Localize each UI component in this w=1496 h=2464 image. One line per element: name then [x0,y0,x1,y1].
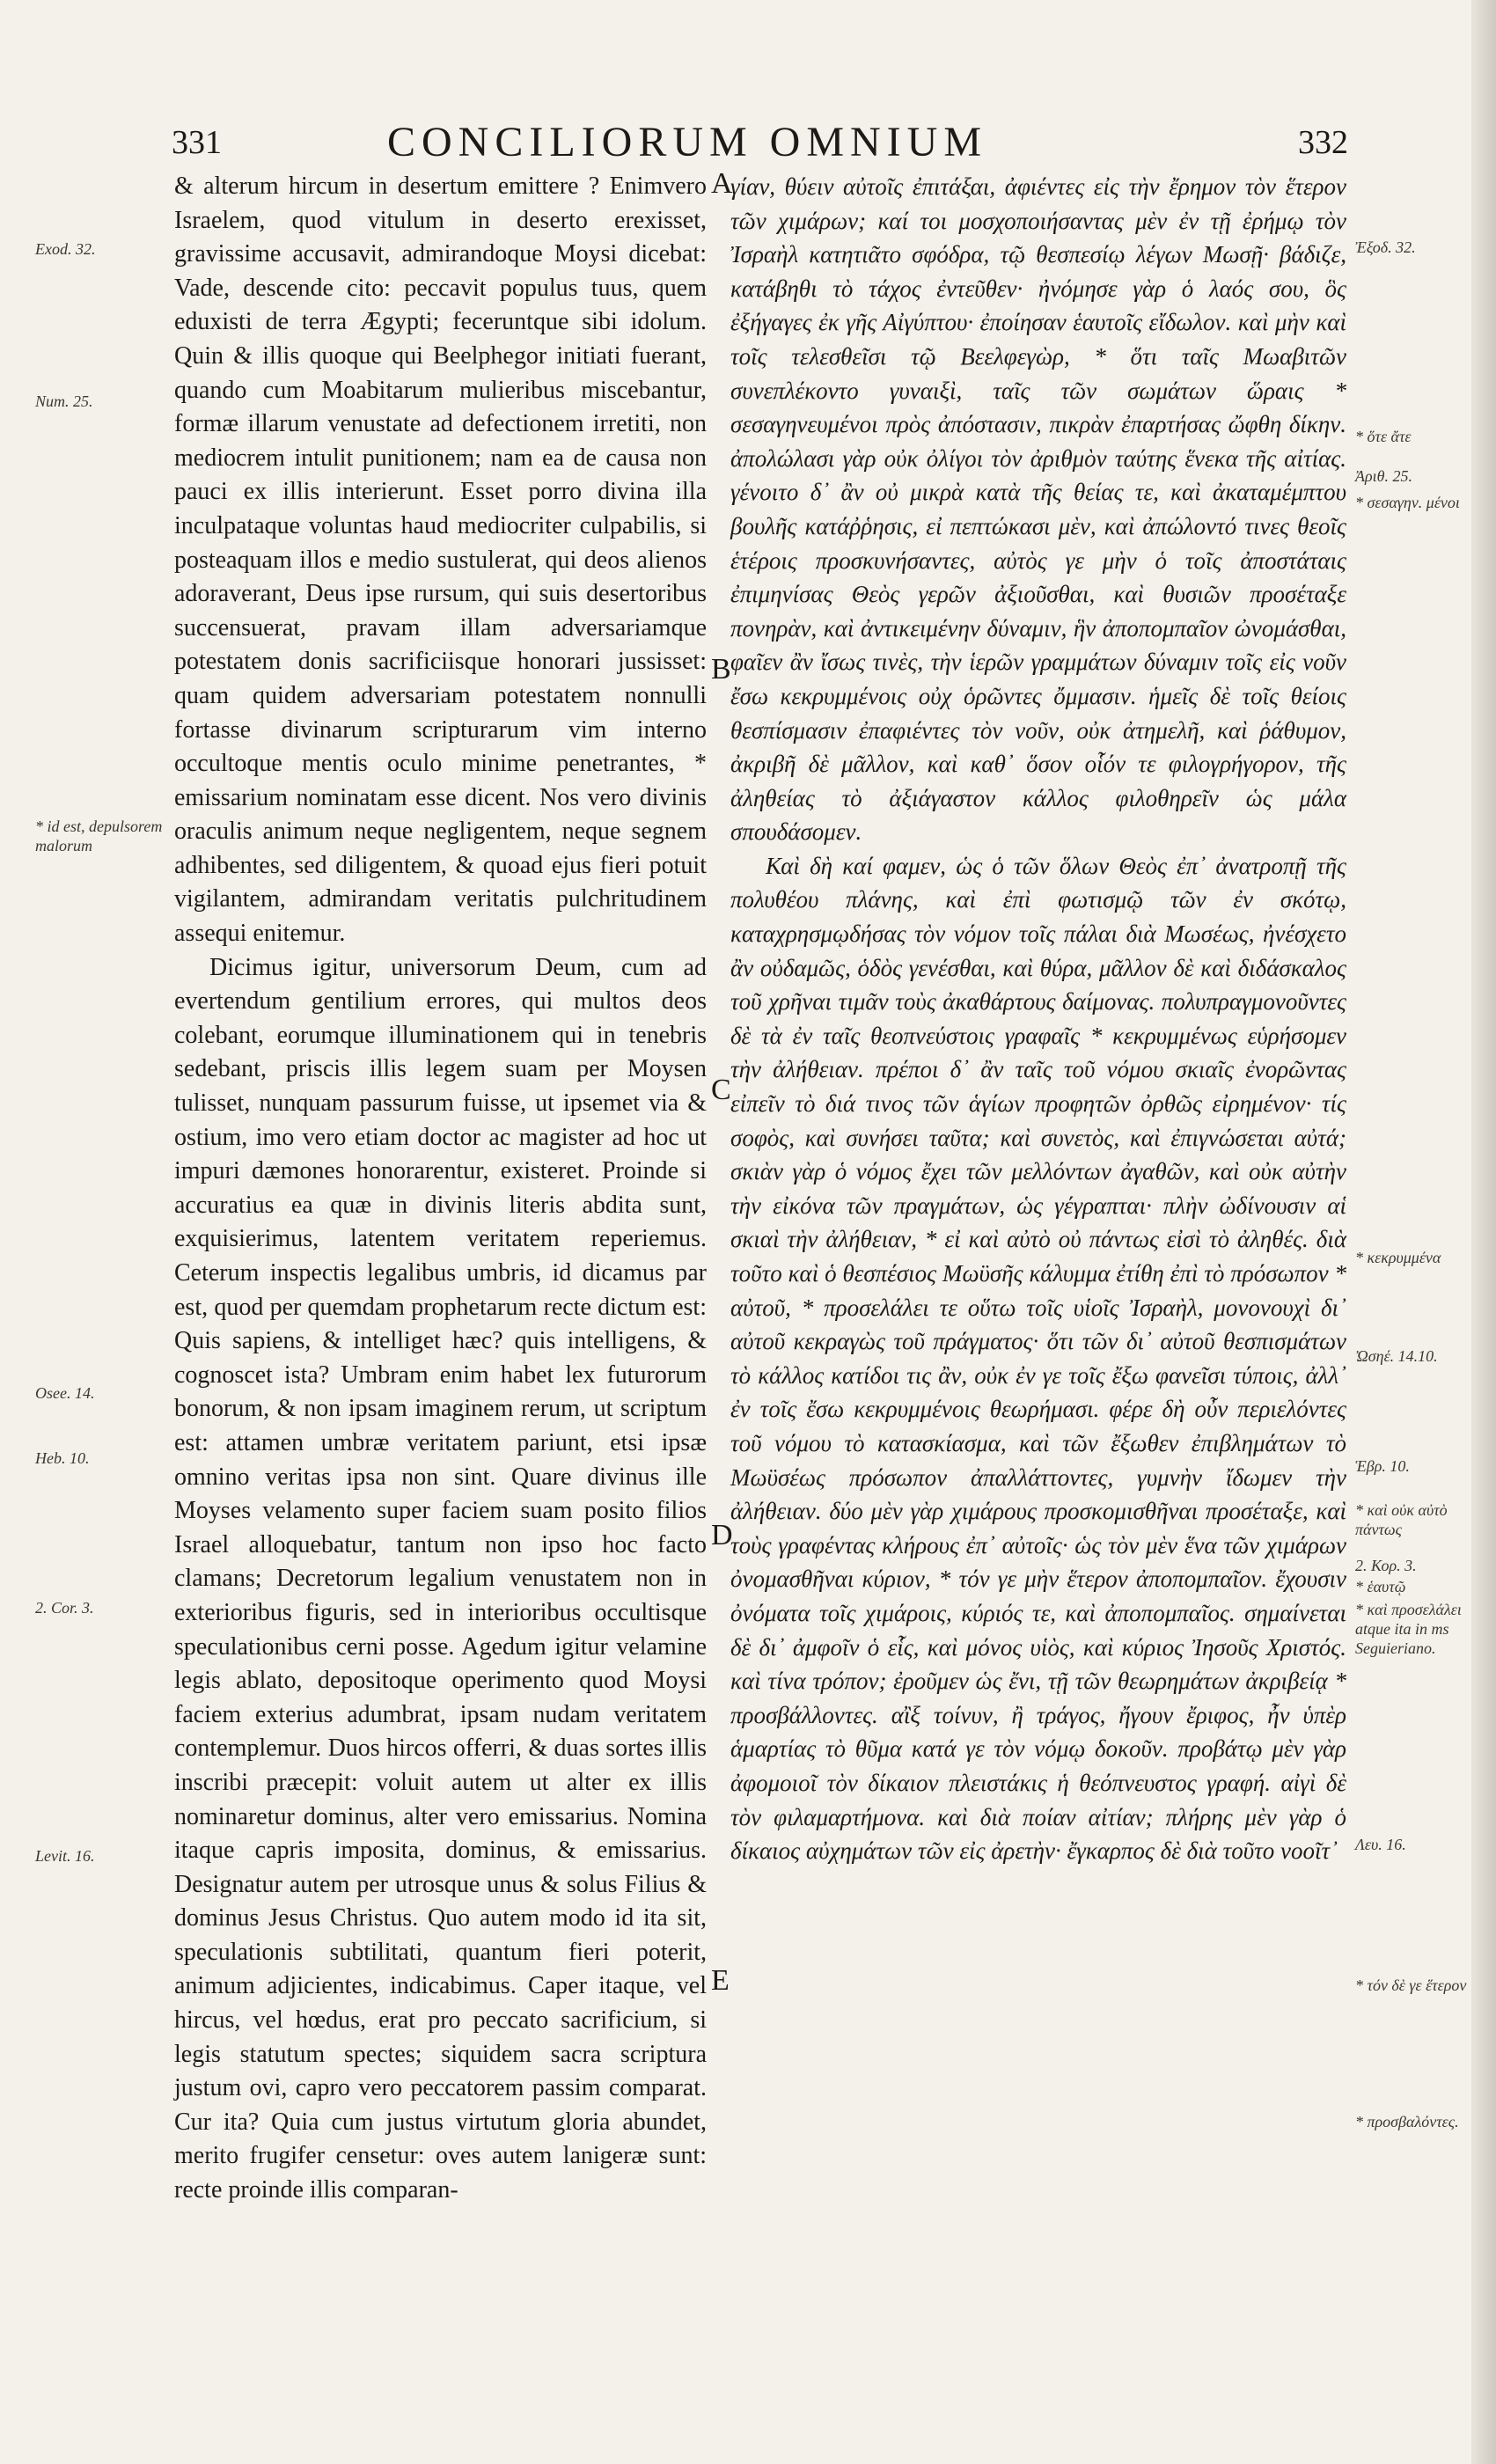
section-letter: C [711,1074,731,1106]
running-title: CONCILIORUM OMNIUM [387,119,988,165]
margin-note-right: * τόν δὲ γε ἕτερον [1355,1976,1467,1994]
page-edge [1471,0,1496,2464]
margin-note-right: Λευ. 16. [1355,1836,1406,1853]
right-page-number: 332 [1298,124,1348,161]
section-letter: A [711,167,733,200]
margin-note-left: Levit. 16. [35,1847,95,1865]
margin-note-right: Ὠσηέ. 14.10. [1355,1347,1438,1365]
margin-note-right: 2. Κορ. 3. [1355,1557,1417,1574]
margin-note-left: Num. 25. [35,392,93,410]
greek-paragraph: Καὶ δὴ καί φαμεν, ὡς ὁ τῶν ὅλων Θεὸς ἐπ᾽ ἀνατροπῇ τῆς πολυθέου πλάνης, καὶ ἐπὶ φωτισμῷ τῶν ἐν σκότῳ, καταχρησμῳδήσας τὸν νόμον τοῖς πάλαι διὰ Μωσέως, ἠνέσχετο ἂν οὐδαμῶς, ὁδὸς γενέσθαι, καὶ θύρα, μᾶλλον δὲ καὶ διδάσκαλος τοῦ χρῆναι τιμᾶν τοὺς ἀκαθάρτους δαίμονας. πολυπραγμονοῦντες δὲ τὰ ἐν ταῖς θεοπνεύστοις γραφαῖς * κεκρυμμένως εὑρήσομεν τὴν ἀλήθειαν. πρέποι δ᾽ ἂν ταῖς τοῦ νόμου σκιαῖς ἐνορῶντας εἰπεῖν τὸ διά τινος τῶν ἁγίων προφητῶν ὀρθῶς εἰρημένον· τίς σοφὸς, καὶ συνήσει ταῦτα; καὶ συνετὸς, καὶ ἐπιγνώσεται αὐτά; σκιὰν γὰρ ὁ νόμος ἔχει τῶν μελλόντων ἀγαθῶν, καὶ οὐκ αὐτὴν τὴν εἰκόνα τῶν πραγμάτων, ὡς γέγραπται· πλὴν ὠδίνουσιν αἱ σκιαὶ τὴν ἀλήθειαν, * εἰ καὶ αὐτὸ οὐ πάντως εἰσὶ τὸ ἀληθές. διὰ τοῦτο καὶ ὁ θεσπέσιος Μωϋσῆς κάλυμμα ἐτίθη ἐπὶ τὸ πρόσωπον * αὐτοῦ, * προσελάλει τε οὕτω τοῖς υἱοῖς Ἰσραὴλ, μονονουχὶ δι᾽ αὐτοῦ κεκραγὼς τοῦ πράγματος· ὅτι τῶν δι᾽ αὐτοῦ θεσπισμάτων τὸ κάλλος κατίδοι τις ἂν, οὐκ ἐν γε τοῖς ἔξω φανεῖσι τύποις, ἀλλ᾽ ἐν τοῖς ἔσω κεκρυμμένοις θεωρήμασι. φέρε δὴ οὖν περιελόντες τοῦ νόμου τὸ κατασκίασμα, καὶ τῶν ἔξωθεν ἐπιβλημάτων τὸ Μωϋσέως πρόσωπον ἀπαλλάττοντες, γυμνὴν ἴδωμεν τὴν ἀλήθειαν. δύο μὲν γὰρ χιμάρους προσκομισθῆναι προσέταξε, καὶ τοὺς γραφέντας κλήρους ἐπ᾽ αὐτοῖς· ὡς τὸν μὲν ἕνα τῶν χιμάρων ὀνομασθῆναι κύριον, * τόν γε μὴν ἕτερον ἀποπομπαῖον. ἔχουσιν ὀνόματα τοῖς χιμάροις, κύριός τε, καὶ ἀποπομπαῖος. σημαίνεται δὲ δι᾽ ἀμφοῖν ὁ εἷς, καὶ μόνος υἱὸς, καὶ κύριος Ἰησοῦς Χριστός. καὶ τίνα τρόπον; ἐροῦμεν ὡς ἔνι, τῇ τῶν θεωρημάτων ἀκριβείᾳ * προσβάλλοντες. αἲξ τοίνυν, ἢ τράγος, ἤγουν ἔριφος, ἦν ὑπὲρ ἁμαρτίας τὸ θῦμα κατά γε τὸν νόμῳ δοκοῦν. προβάτῳ μὲν γὰρ ἀφομοιοῖ τὸν δίκαιον πλειστάκις ἡ θεόπνευστος γραφή. αἰγὶ δὲ τὸν φιλαμαρτήμονα. καὶ διὰ ποίαν αἰτίαν; πλήρης μὲν γὰρ ὁ δίκαιος αὐχημάτων τῶν εἰς ἀρετὴν· ἔγκαρπος δὲ διὰ τοῦτο νοοῖτ᾽ [730,852,1346,1865]
margin-note-left: Osee. 14. [35,1384,95,1402]
margin-note-right: * ἑαυτῷ [1355,1578,1406,1595]
margin-note-right: * κεκρυμμένα [1355,1249,1441,1266]
margin-note-right: * προσβαλόντες. [1355,2113,1459,2130]
margin-note-right: Ἑβρ. 10. [1355,1457,1410,1475]
margin-note-left: Exod. 32. [35,240,96,258]
margin-note-right: Ἀριθ. 25. [1355,467,1412,485]
margin-note-left: * id est, depulsorem malorum [35,818,163,854]
margin-note-right: * καὶ οὐκ αὐτὸ πάντως [1355,1501,1448,1538]
left-page-number: 331 [172,124,222,161]
greek-paragraph: γίαν, θύειν αὐτοῖς ἐπιτάξαι, ἀφιέντες εἰς τὴν ἔρημον τὸν ἕτερον τῶν χιμάρων; καί τοι μοσχοποιήσαντας μὲν ἐν τῇ ἐρήμῳ τὸν Ἰσραὴλ κατητιᾶτο σφόδρα, τῷ θεσπεσίῳ λέγων Μωσῇ· βάδιζε, κατάβηθι τὸ τάχος ἐντεῦθεν· ἠνόμησε γὰρ ὁ λαός σου, ὃς ἐξήγαγες ἐκ γῆς Αἰγύπτου· ἐποίησαν ἑαυτοῖς εἴδωλον. καὶ μὴν καὶ τοῖς τελεσθεῖσι τῷ Βεελφεγὼρ, * ὅτι ταῖς Μωαβιτῶν συνεπλέκοντο γυναιξὶ, ταῖς τῶν σωμάτων ὥραις * σεσαγηνευμένοι πρὸς ἀπόστασιν, πικρὰν ἐπαρτήσας ὤφθη δίκην. ἀπολώλασι γὰρ οὐκ ὀλίγοι τὸν ἀριθμὸν ταύτης ἕνεκα τῆς αἰτίας. γένοιτο δ᾽ ἂν οὐ μικρὰ κατὰ τῆς θείας τε, καὶ ἀκαταμέμπτου βουλῆς κατάῤῥησις, εἰ πεπτώκασι μὲν, καὶ ἀπώλοντό τινες θεοῖς ἑτέροις προσκυνήσαντες, αὐτὸς γε μὴν ὁ τοῖς ἀποστάταις ἐπιμηνίσας Θεὸς γερῶν ἀξιοῦσθαι, καὶ θυσιῶν προσέταξε πονηρὰν, καὶ ἀντικειμένην δύναμιν, ἣν ἀποπομπαῖον ὠνομάσθαι, φαῖεν ἂν ἴσως τινὲς, τὴν ἱερῶν γραμμάτων δύναμιν τοῖς εἰς νοῦν ἔσω κεκρυμμένοις οὐχ ὁρῶντες ὄμμασιν. ἡμεῖς δὲ τοῖς θείοις θεσπίσμασιν ἐπαφιέντες τὸν νοῦν, οὐκ ἀτημελῆ, καὶ ῥάθυμον, ἀκριβῆ δὲ μᾶλλον, καὶ καθ᾽ ὅσον οἷόν τε φιλογρήγορον, τῆς ἀληθείας τὸ ἀξιάγαστον κάλλος φιλοθηρεῖν ὡς μάλα σπουδάσομεν. [730,173,1346,846]
section-letter: D [711,1519,733,1551]
section-letter: B [711,653,731,686]
margin-note-right: * ὅτε ἄτε [1355,428,1412,445]
margin-note-right: Ἐξοδ. 32. [1355,238,1416,256]
latin-paragraph: Dicimus igitur, universorum Deum, cum ad evertendum gentilium errores, qui multos deos colebant, eorumque illuminationem qui in tenebris sedebant, priscis illis legem suam per Moysen tulisset, nunquam passurum fuisse, ut ipsemet via & ostium, imo vero etiam doctor ac magister ad hoc ut impuri dæmones honorarentur, existeret. Proinde si accuratius ea quæ in divinis literis abdita sunt, exquisierimus, latentem veritatem reperiemus. Ceterum inspectis legalibus umbris, id dicamus par est, quod per quemdam prophetarum recte dictum est: Quis sapiens, & intelliget hæc? quis intelligens, & cognoscet ista? Umbram enim habet lex futurorum bonorum, & non ipsam imaginem rerum, ut scriptum est: attamen umbræ veritatem pariunt, etsi ipsæ omnino veritas ipsa non sint. Quare divinus ille Moyses velamento super faciem suam posito filios Israel alloquebatur, tantum non ipso hoc facto clamans; Decretorum legalium venustatem non in exterioribus figuris, sed in interioribus occultisque speculationibus cerni posse. Agedum igitur velamine legis ablato, depositoque operimento quod Moysi faciem exterius adumbrat, ipsam nudam veritatem contemplemur. Duos hircos offerri, & duas sortes illis inscribi præcepit: voluit autem ut alter ex illis nominaretur dominus, alter vero emissarius. Nomina itaque capris imposita, dominus, & emissarius. Designatur autem per utrosque unus & solus Filius & dominus Jesus Christus. Quo autem modo id ita sit, speculationis subtilitati, quantum fieri poterit, animum adjicientes, indicabimus. Caper itaque, vel hircus, vel hœdus, erat pro peccato sacrificium, si legis statutum spectes; siquidem sacra scriptura justum ovi, capro vero peccatorem passim comparat. Cur ita? Quia cum justus virtutum gloria abundet, merito frugifer censetur: oves autem lanigeræ sunt: recte proinde illis comparan- [174,953,707,2204]
greek-column [730,170,1346,1868]
margin-note-right: * καὶ προσελάλει atque ita in ms Seguieriano. [1355,1601,1462,1657]
latin-paragraph: & alterum hircum in desertum emittere ? Enimvero Israelem, quod vitulum in deserto erexisset, gravissime accusavit, admirandoque Moysi dicebat: Vade, descende cito: peccavit populus tuus, quem eduxisti de terra Ægypti; feceruntque sibi idolum. Quin & illis quoque qui Beelphegor initiati fuerant, quando cum Moabitarum mulieribus miscebantur, formæ illarum venustate ad defectionem irretiti, non mediocrem intulit punitionem; nam ea de causa non pauci ex illis interierunt. Esset porro divina illa inculpataque voluntas haud mediocriter culpabilis, si posteaquam illos e medio sustulerat, qui deos alienos adoraverant, Deus ipse rursum, qui suis desertoribus succensuerat, pravam illam adversariamque potestatem donis sacrificiisque honorari jussisset: quam quidem adversariam potestatem nonnulli fortasse divinarum scripturarum vim interno occultoque mentis oculo minime penetrantes, * emissarium nominatam esse dicent. Nos vero divinis oraculis animum neque negligentem, neque segnem adhibentes, sed diligentem, & quoad ejus fieri potuit vigilantem, admirandam veritatis pulchritudinem assequi enitemur. [174,172,707,948]
section-letter: E [711,1964,730,1997]
margin-note-right: * σεσαγην. μένοι [1355,494,1460,511]
page-header [0,114,1496,167]
margin-note-left: Heb. 10. [35,1449,90,1467]
margin-note-left: 2. Cor. 3. [35,1599,94,1617]
latin-column [174,170,707,2208]
